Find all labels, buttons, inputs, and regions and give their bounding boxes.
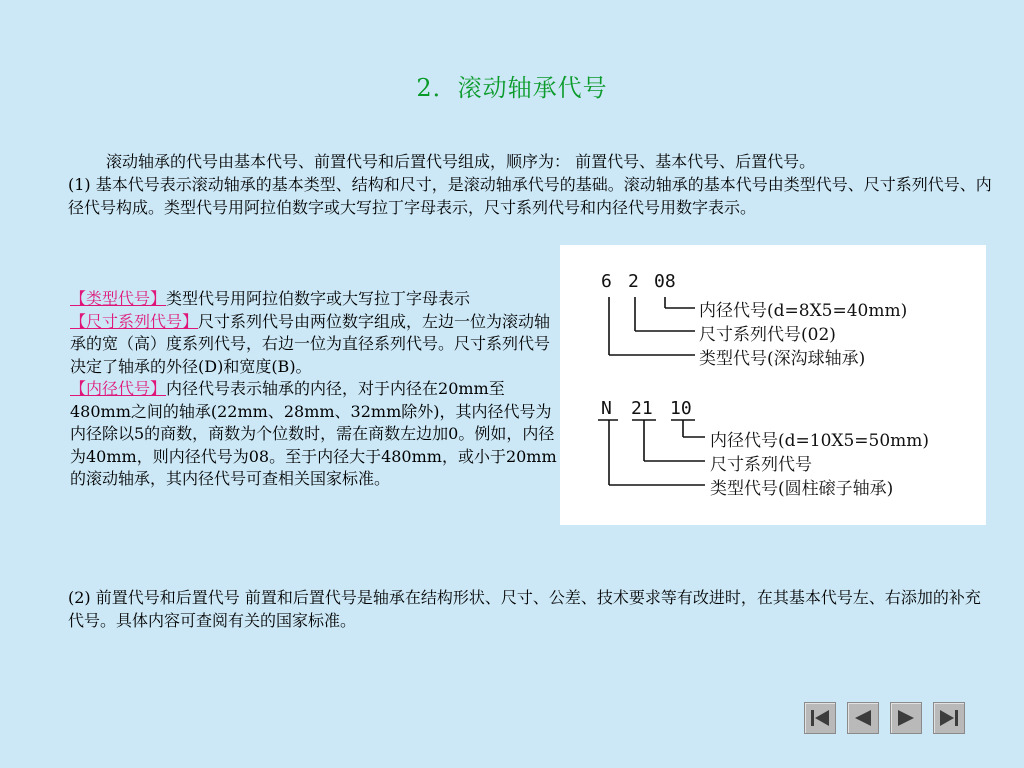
type-code-section — [70, 288, 562, 311]
example-2-size-label: 尺寸系列代号 — [710, 455, 812, 475]
intro-paragraph-1 — [68, 150, 993, 173]
example-1-type-label: 类型代号(深沟球轴承) — [699, 349, 866, 369]
code-explanations — [70, 288, 562, 491]
next-slide-button[interactable] — [890, 702, 922, 734]
page-title: 2．滚动轴承代号 — [416, 74, 608, 102]
intro-paragraph-1-text: 滚动轴承的代号由基本代号、前置代号和后置代号组成，顺序为： 前置代号、基本代号、后置代号。 — [106, 152, 816, 171]
example-1-bore-label: 内径代号(d=8X5=40mm) — [699, 301, 908, 321]
size-code-text: 尺寸系列代号由两位数字组成，左边一位为滚动轴承的宽（高）度系列代号，右边一位为直径系列代号。尺寸系列代号决定了轴承的外径(D)和宽度(B)。 — [70, 311, 551, 376]
example-2-bore-label: 内径代号(d=10X5=50mm) — [710, 431, 930, 451]
previous-slide-button[interactable] — [847, 702, 879, 734]
example-2-size-digits: 21 — [631, 398, 653, 419]
bore-code-term: 【内径代号】 — [70, 379, 167, 398]
example-1-size-digit: 2 — [628, 271, 639, 292]
bore-code-section — [70, 378, 562, 491]
example-1-type-digit: 6 — [601, 271, 612, 292]
next-slide-icon — [895, 708, 917, 728]
previous-slide-icon — [852, 708, 874, 728]
last-slide-icon — [938, 708, 960, 728]
first-slide-icon — [809, 708, 831, 728]
type-code-term: 【类型代号】 — [70, 289, 167, 308]
bore-code-text: 内径代号表示轴承的内径，对于内径在20mm至480mm之间的轴承(22mm、28mm、32mm除外)，其内径代号为内径除以5的商数，商数为个位数时，需在商数左边加0。例如，内径为40mm，则内径代号为08。至于内径大于480mm，或小于20mm的滚动轴承，其内径代号可查相关国家标准。 — [70, 379, 557, 488]
example-1-bore-digits: 08 — [654, 271, 676, 292]
example-2-type-letter: N — [601, 398, 612, 419]
size-code-section — [70, 311, 562, 379]
first-slide-button[interactable] — [804, 702, 836, 734]
intro-text — [68, 150, 993, 219]
type-code-text: 类型代号用阿拉伯数字或大写拉丁字母表示 — [166, 289, 471, 308]
prefix-suffix-paragraph: (2) 前置代号和后置代号 前置和后置代号是轴承在结构形状、尺寸、公差、技术要求等有改进时，在其基本代号左、右添加的补充代号。具体内容可查阅有关的国家标准。 — [68, 588, 981, 630]
example-2-type-label: 类型代号(圆柱磙子轴承) — [710, 479, 894, 499]
last-slide-button[interactable] — [933, 702, 965, 734]
bearing-code-figure — [560, 245, 986, 525]
example-2-bore-digits: 10 — [670, 398, 692, 419]
size-code-term: 【尺寸系列代号】 — [70, 311, 199, 331]
intro-paragraph-2: (1) 基本代号表示滚动轴承的基本类型、结构和尺寸，是滚动轴承代号的基础。滚动轴承的基本代号由类型代号、尺寸系列代号、内径代号构成。类型代号用阿拉伯数字或大写拉丁字母表示，尺寸系列代号和内径代号用数字表示。 — [68, 175, 992, 217]
example-1-size-label: 尺寸系列代号(02) — [699, 325, 836, 345]
